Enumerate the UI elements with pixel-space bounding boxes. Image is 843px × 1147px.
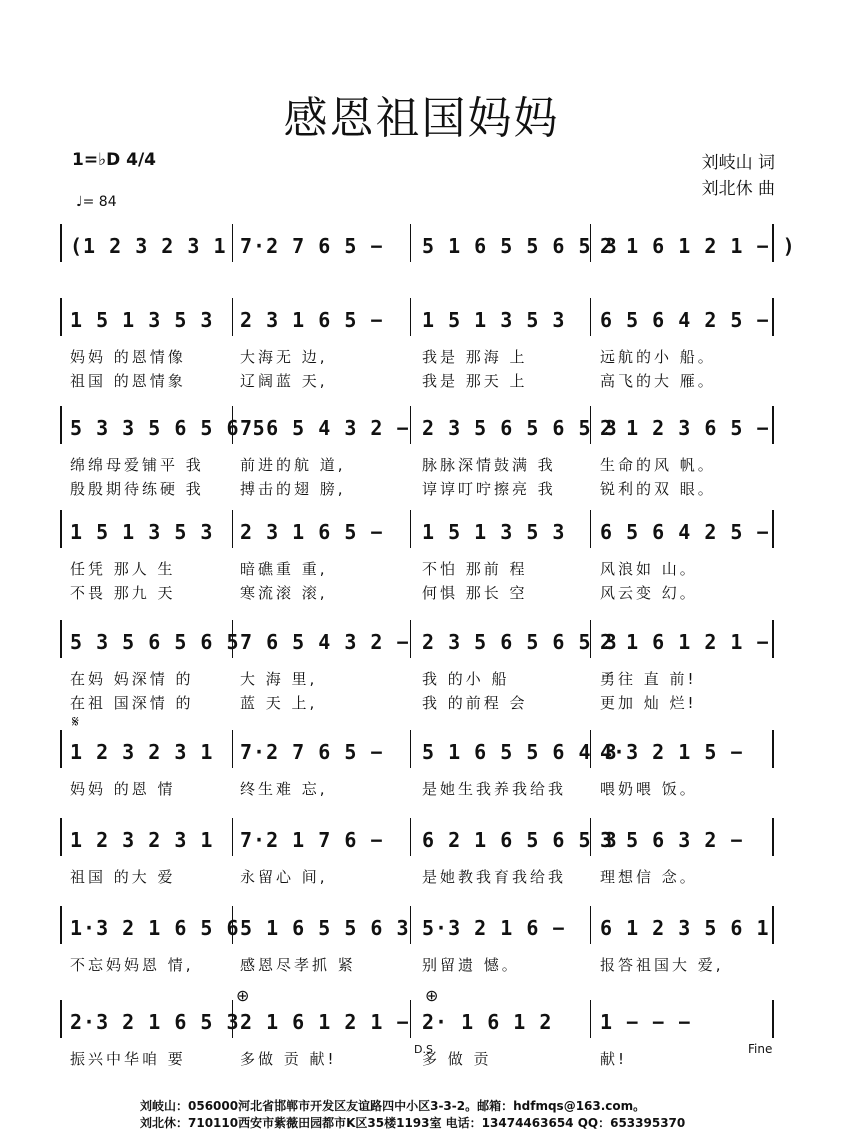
- measure-notes: 4·3 2 1 5 −: [600, 740, 744, 764]
- measure-notes: 2 1 2 3 6 5 −: [600, 416, 770, 440]
- credits: [702, 150, 775, 202]
- measure-notes: 7·2 7 6 5 −: [240, 740, 384, 764]
- lyric-text: 理想信 念。: [600, 868, 698, 886]
- barline: [772, 906, 774, 944]
- measure-notes: (1 2 3 2 3 1: [70, 234, 227, 258]
- lyric-text: 在妈 妈深情 的: [70, 670, 194, 688]
- lyric-text: 喂奶喂 饭。: [600, 780, 698, 798]
- lyric-text: 前进的航 道,: [240, 456, 346, 474]
- lyric-text: 绵绵母爱铺平 我: [70, 456, 204, 474]
- barline: [410, 224, 411, 262]
- measure-notes: 5·3 2 1 6 −: [422, 916, 566, 940]
- lyric-text: 献!: [600, 1050, 628, 1068]
- barline: [410, 818, 411, 856]
- lyric-text: 是她生我养我给我: [422, 780, 567, 798]
- key-signature: 1=♭D 4/4: [72, 150, 156, 170]
- measure-notes: 2 3 5 6 5 6 5 3: [422, 416, 618, 440]
- lyricist-credit: 刘岐山 词: [701, 153, 775, 173]
- notation-row: [60, 1004, 780, 1044]
- barline: [410, 620, 411, 658]
- song-title: 感恩祖国妈妈: [283, 93, 560, 144]
- lyric-verse-1: [60, 866, 780, 886]
- measure-notes: 2 1 6 1 2 1 −: [240, 1010, 410, 1034]
- lyric-verse-2: [60, 478, 780, 498]
- measure-notes: 2 3 5 6 5 6 5 3: [422, 630, 618, 654]
- barline: [772, 298, 774, 336]
- measure-notes: 2 1 6 1 2 1 − ): [600, 234, 796, 258]
- measure-notes: 1·3 2 1 6 5 6: [70, 916, 240, 940]
- notation-row: [60, 228, 796, 268]
- barline: [60, 406, 62, 444]
- ds-marking: D.S.: [414, 1043, 437, 1056]
- measure-notes: 1 5 1 3 5 3: [70, 308, 214, 332]
- footer-line-2: 刘北休：710110西安市紫薇田园都市K区35楼1193室 电话：13474463654 QQ：653395370: [140, 1116, 686, 1130]
- measure-notes: 2·3 2 1 6 5 3: [70, 1010, 240, 1034]
- lyric-verse-2: [60, 692, 780, 712]
- fine-marking: Fine: [748, 1042, 773, 1056]
- measure-notes: 7·2 7 6 5 −: [240, 234, 384, 258]
- lyric-text: 妈妈 的恩 情: [70, 780, 176, 798]
- lyric-text: 风云变 幻。: [600, 584, 698, 602]
- lyric-verse-1: [60, 668, 780, 688]
- lyric-text: 蓝 天 上,: [240, 694, 318, 712]
- measure-notes: 5 3 3 5 6 5 6 5: [70, 416, 266, 440]
- lyric-text: 高飞的大 雁。: [600, 372, 716, 390]
- barline: [590, 298, 591, 336]
- lyric-text: 大海无 边,: [240, 348, 328, 366]
- measure-notes: 3 5 6 3 2 −: [600, 828, 744, 852]
- measure-notes: 2 3 1 6 5 −: [240, 520, 384, 544]
- lyric-text: 勇往 直 前!: [600, 670, 697, 688]
- notation-row: [60, 410, 780, 450]
- notation-row: [60, 910, 780, 950]
- measure-notes: 7 6 5 4 3 2 −: [240, 416, 410, 440]
- measure-notes: 2 3 1 6 5 −: [240, 308, 384, 332]
- measure-notes: 7 6 5 4 3 2 −: [240, 630, 410, 654]
- notation-row: [60, 822, 780, 862]
- measure-notes: 1 2 3 2 3 1: [70, 828, 214, 852]
- barline: [60, 298, 62, 336]
- barline: [590, 1000, 591, 1038]
- barline: [410, 510, 411, 548]
- lyric-verse-1: [60, 778, 780, 798]
- barline: [60, 224, 62, 262]
- barline: [410, 1000, 411, 1038]
- measure-notes: 1 − − −: [600, 1010, 692, 1034]
- barline: [772, 620, 774, 658]
- lyric-verse-1: [60, 954, 780, 974]
- coda-sign-1: ⊕: [236, 986, 250, 1005]
- barline: [232, 224, 233, 262]
- tempo-marking: ♩= 84: [76, 194, 117, 210]
- segno-sign: 𝄋: [72, 712, 79, 731]
- barline: [232, 298, 233, 336]
- lyric-text: 任凭 那人 生: [70, 560, 176, 578]
- barline: [772, 1000, 774, 1038]
- barline: [410, 730, 411, 768]
- footer-line-1: 刘岐山：056000河北省邯郸市开发区友谊路四中小区3-3-2。邮箱：hdfmqs@163.com。: [140, 1099, 646, 1113]
- lyric-verse-1: [60, 558, 780, 578]
- footer-contacts: [140, 1098, 685, 1132]
- barline: [60, 818, 62, 856]
- lyric-text: 何惧 那长 空: [422, 584, 528, 602]
- lyric-verse-2: [60, 582, 780, 602]
- composer-credit: 刘北休 曲: [701, 179, 775, 199]
- barline: [772, 406, 774, 444]
- lyric-text: 振兴中华咱 要: [70, 1050, 186, 1068]
- lyric-text: 暗礁重 重,: [240, 560, 328, 578]
- lyric-text: 搏击的翅 膀,: [240, 480, 346, 498]
- measure-notes: 2 1 6 1 2 1 −: [600, 630, 770, 654]
- lyric-text: 锐利的双 眼。: [600, 480, 716, 498]
- measure-notes: 6 5 6 4 2 5 −: [600, 308, 770, 332]
- lyric-text: 更加 灿 烂!: [600, 694, 697, 712]
- measure-notes: 1 5 1 3 5 3: [70, 520, 214, 544]
- lyric-text: 远航的小 船。: [600, 348, 716, 366]
- lyric-text: 殷殷期待练硬 我: [70, 480, 204, 498]
- barline: [772, 730, 774, 768]
- barline: [232, 510, 233, 548]
- lyric-text: 生命的风 帆。: [600, 456, 716, 474]
- lyric-text: 在祖 国深情 的: [70, 694, 194, 712]
- lyric-text: 我是 那天 上: [422, 372, 528, 390]
- measure-notes: 6 2 1 6 5 6 5 3: [422, 828, 618, 852]
- lyric-text: 祖国 的恩情象: [70, 372, 186, 390]
- lyric-text: 我 的小 船: [422, 670, 510, 688]
- lyric-verse-2: [60, 370, 780, 390]
- barline: [410, 906, 411, 944]
- measure-notes: 2· 1 6 1 2: [422, 1010, 553, 1034]
- lyric-text: 不忘妈妈恩 情,: [70, 956, 194, 974]
- lyric-text: 终生难 忘,: [240, 780, 328, 798]
- measure-notes: 6 1 2 3 5 6 1: [600, 916, 770, 940]
- measure-notes: 1 5 1 3 5 3: [422, 520, 566, 544]
- lyric-text: 不畏 那九 天: [70, 584, 176, 602]
- lyric-text: 大 海 里,: [240, 670, 318, 688]
- barline: [410, 298, 411, 336]
- lyric-text: 寒流滚 滚,: [240, 584, 328, 602]
- barline: [60, 620, 62, 658]
- lyric-text: 永留心 间,: [240, 868, 328, 886]
- barline: [590, 906, 591, 944]
- notation-row: [60, 302, 780, 342]
- barline: [410, 406, 411, 444]
- notation-row: [60, 514, 780, 554]
- lyric-text: 不怕 那前 程: [422, 560, 528, 578]
- lyric-text: 谆谆叮咛擦亮 我: [422, 480, 556, 498]
- measure-notes: 5 3 5 6 5 6 5: [70, 630, 240, 654]
- barline: [232, 730, 233, 768]
- lyric-text: 是她教我育我给我: [422, 868, 567, 886]
- lyric-text: 祖国 的大 爱: [70, 868, 176, 886]
- lyric-text: 妈妈 的恩情像: [70, 348, 186, 366]
- lyric-text: 风浪如 山。: [600, 560, 698, 578]
- measure-notes: 5 1 6 5 5 6 5 3: [422, 234, 618, 258]
- measure-notes: 1 2 3 2 3 1: [70, 740, 214, 764]
- measure-notes: 1 5 1 3 5 3: [422, 308, 566, 332]
- coda-sign-2: ⊕: [425, 986, 439, 1005]
- barline: [772, 818, 774, 856]
- lyric-text: 别留遗 憾。: [422, 956, 520, 974]
- lyric-text: 报答祖国大 爱,: [600, 956, 724, 974]
- barline: [60, 730, 62, 768]
- notation-row: [60, 624, 780, 664]
- measure-notes: 7·2 1 7 6 −: [240, 828, 384, 852]
- lyric-text: 我是 那海 上: [422, 348, 528, 366]
- lyric-text: 多做 贡 献!: [240, 1050, 337, 1068]
- measure-notes: 5 1 6 5 5 6 4 3: [422, 740, 618, 764]
- lyric-verse-1: [60, 346, 780, 366]
- lyric-text: 多 做 贡: [422, 1050, 492, 1068]
- barline: [232, 818, 233, 856]
- barline: [772, 510, 774, 548]
- barline: [590, 510, 591, 548]
- measure-notes: 5 1 6 5 5 6 3: [240, 916, 410, 940]
- barline: [60, 906, 62, 944]
- lyric-text: 辽阔蓝 天,: [240, 372, 328, 390]
- lyric-text: 我 的前程 会: [422, 694, 528, 712]
- barline: [60, 510, 62, 548]
- lyric-text: 感恩尽孝抓 紧: [240, 956, 356, 974]
- lyric-text: 脉脉深情鼓满 我: [422, 456, 556, 474]
- barline: [60, 1000, 62, 1038]
- notation-row: [60, 734, 780, 774]
- lyric-verse-1: [60, 454, 780, 474]
- measure-notes: 6 5 6 4 2 5 −: [600, 520, 770, 544]
